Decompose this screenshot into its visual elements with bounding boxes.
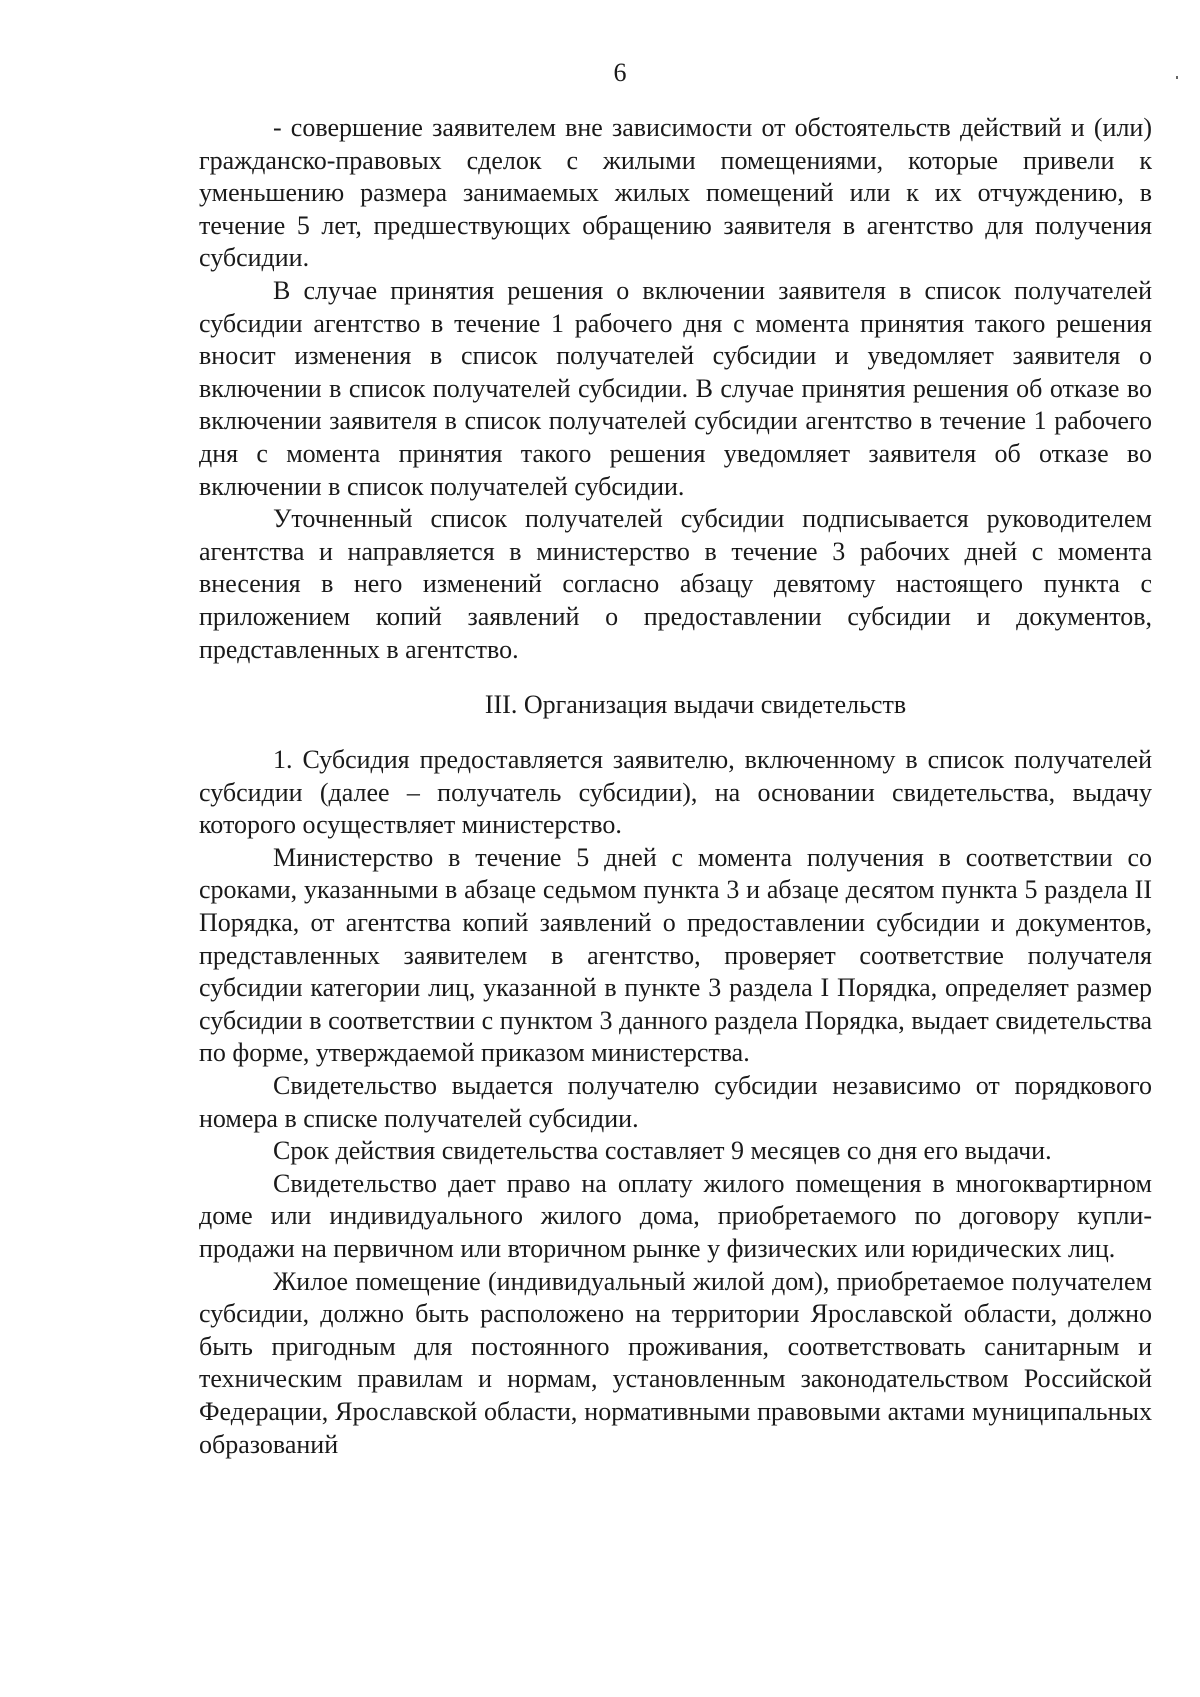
document-body: [199, 112, 1152, 1461]
paragraph-exclusion-condition: - совершение заявителем вне зависимости от обстоятельств действий и (или) гражданско-правовых сделок с жилыми помещениями, которые привели к уменьшению размера занимаемых жилых помещений или к их отчуждению, в течение 5 лет, предшествующих обращению заявителя в агентство для получения субсидии.: [199, 113, 1152, 273]
paragraph-housing-requirements: Жилое помещение (индивидуальный жилой дом), приобретаемое получателем субсидии, должно быть расположено на территории Ярославской области, должно быть пригодным для постоянного проживания, соответствовать санитарным и техническим правилам и нормам, установленным законодательством Российской Федерации, Ярославской области, нормативными правовыми актами муниципальных образований: [199, 1266, 1152, 1459]
paragraph-subsidy-provision: 1. Субсидия предоставляется заявителю, включенному в список получателей субсидии (далее – получатель субсидии), на основании свидетельства, выдачу которого осуществляет министерство.: [199, 745, 1152, 840]
paragraph-updated-list: Уточненный список получателей субсидии подписывается руководителем агентства и направляется в министерство в течение 3 рабочих дней с момента внесения в него изменений согласно абзацу девятому настоящего пункта с приложением копий заявлений о предоставлении субсидии и документов, представленных в агентство.: [199, 504, 1152, 664]
paragraph-certificate-issue: Свидетельство выдается получателю субсидии независимо от порядкового номера в списке получателей субсидии.: [199, 1071, 1152, 1133]
paragraph-certificate-validity: Срок действия свидетельства составляет 9 месяцев со дня его выдачи.: [273, 1136, 1052, 1166]
page-number: 6: [613, 58, 627, 87]
section-heading: III. Организация выдачи свидетельств: [484, 690, 907, 720]
paragraph-inclusion-decision: В случае принятия решения о включении заявителя в список получателей субсидии агентство в течение 1 рабочего дня с момента принятия такого решения вносит изменения в список получателей субсидии и уведомляет заявителя о включении в список получателей субсидии. В случае принятия решения об отказе во включении заявителя в список получателей субсидии агентство в течение 1 рабочего дня с момента принятия такого решения уведомляет заявителя об отказе во включении в список получателей субсидии.: [199, 275, 1152, 501]
paragraph-ministry-review: Министерство в течение 5 дней с момента получения в соответствии со сроками, указанными в абзаце седьмом пункта 3 и абзаце десятом пункта 5 раздела II Порядка, от агентства копий заявлений о предоставлении субсидии и документов, представленных заявителем в агентство, проверяет соответствие получателя субсидии категории лиц, указанной в пункте 3 раздела I Порядка, определяет размер субсидии в соответствии с пунктом 3 данного раздела Порядка, выдает свидетельства по форме, утверждаемой приказом министерства.: [199, 842, 1152, 1068]
scan-speck: [1176, 76, 1178, 79]
paragraph-certificate-right: Свидетельство дает право на оплату жилого помещения в многоквартирном доме или индивидуального жилого дома, приобретаемого по договору купли-продажи на первичном или вторичном рынке у физических или юридических лиц.: [199, 1168, 1152, 1263]
